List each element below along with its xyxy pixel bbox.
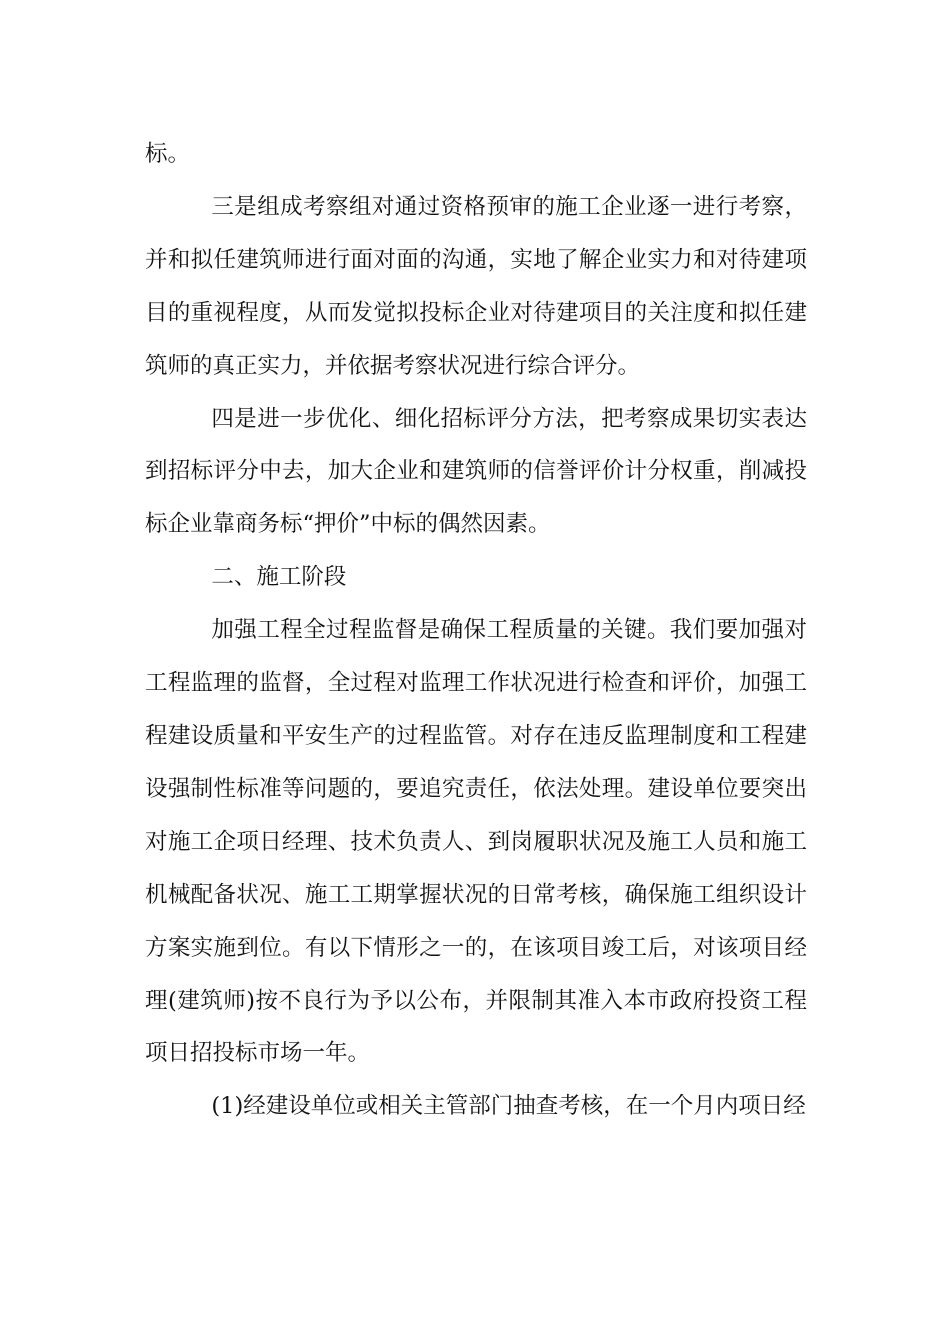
paragraph-inspection-team: 三是组成考察组对通过资格预审的施工企业逐一进行考察，并和拟任建筑师进行面对面的沟通，实地了解企业实力和对待建项目的重视程度，从而发觉拟投标企业对待建项目的关注度和拟任建筑师的真正实力，并依据考察状况进行综合评分。 — [145, 193, 807, 379]
document-body — [145, 128, 807, 1133]
paragraph-continuation: 标。 — [145, 141, 191, 167]
paragraph-list-item-1: (1)经建设单位或相关主管部门抽查考核，在一个月内项日经 — [211, 1093, 806, 1120]
paragraph-scoring-method: 四是进一步优化、细化招标评分方法，把考察成果切实表达到招标评分中去，加大企业和建筑师的信誉评价计分权重，削减投标企业靠商务标“押价”中标的偶然因素。 — [145, 405, 807, 538]
paragraph-process-supervision: 加强工程全过程监督是确保工程质量的关键。我们要加强对工程监理的监督，全过程对监理工作状况进行检查和评价，加强工程建设质量和平安生产的过程监管。对存在违反监理制度和工程建设强制性标准等问题的，要追究责任，依法处理。建设单位要突出对施工企项日经理、技术负责人、到岗履职状况及施工人员和施工机械配备状况、施工工期掌握状况的日常考核，确保施工组织设计方案实施到位。有以下情形之一的，在该项目竣工后，对该项目经理(建筑师)按不良行为予以公布，并限制其准入本市政府投资工程项日招投标市场一年。 — [145, 617, 807, 1067]
section-heading-construction-stage: 二、施工阶段 — [211, 564, 347, 591]
